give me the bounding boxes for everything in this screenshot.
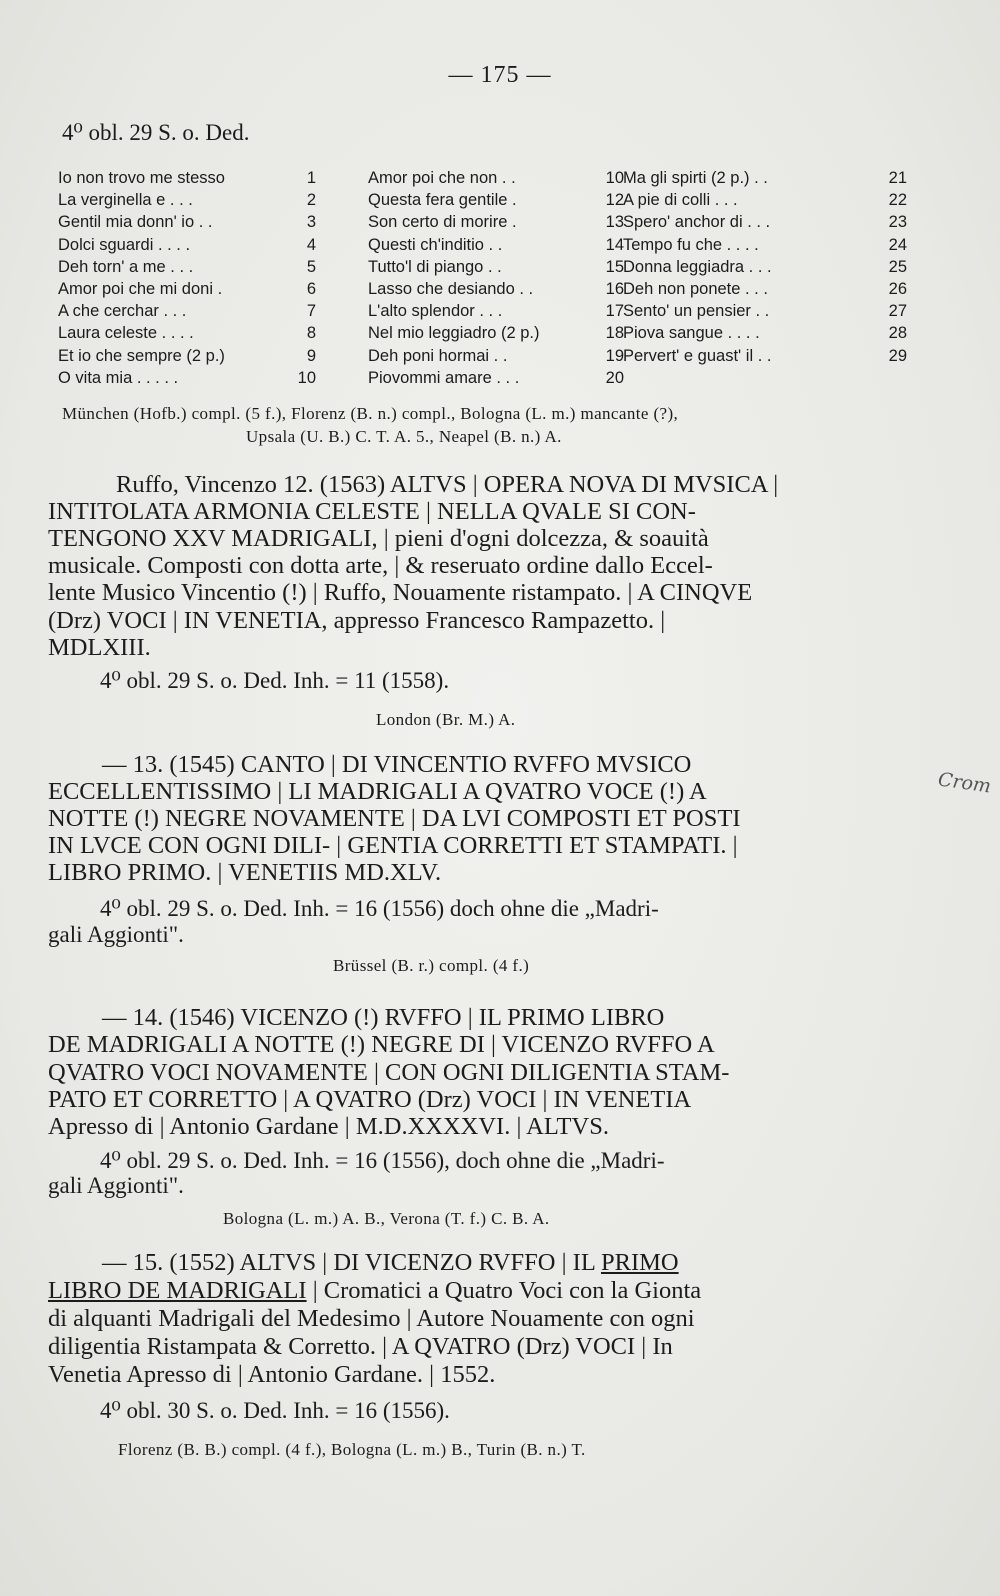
madrigal-title: Sento' un pensier . . [623, 302, 770, 321]
madrigal-title: L'alto splendor . . . [368, 302, 503, 321]
contents-row [368, 234, 624, 256]
madrigal-title: A pie di colli . . . [623, 191, 738, 210]
entry-line: lente Musico Vincentio (!) | Ruffo, Nouamente ristampato. | A CINQVE [48, 579, 753, 606]
format-line: 4⁰ obl. 30 S. o. Ded. Inh. = 16 (1556). [100, 1398, 450, 1423]
madrigal-number: 8 [306, 324, 316, 343]
madrigal-title: Laura celeste . . . . [58, 324, 194, 343]
contents-row [58, 278, 316, 300]
madrigal-title: Tutto'l di piango . . [368, 257, 502, 276]
contents-row [58, 211, 316, 233]
contents-row [58, 345, 316, 367]
madrigal-number: 14 [605, 235, 624, 254]
library-locations: Bologna (L. m.) A. B., Verona (T. f.) C. B. A. [223, 1209, 550, 1228]
contents-row [623, 211, 907, 233]
entry-line: IN LVCE CON OGNI DILI- | GENTIA CORRETTI ET STAMPATI. | [48, 832, 738, 859]
madrigal-number: 26 [888, 279, 907, 298]
madrigal-title: Questa fera gentile . [368, 191, 517, 210]
madrigal-title: Ma gli spirti (2 p.) . . [623, 169, 768, 187]
madrigal-number: 1 [306, 169, 316, 187]
handwritten-margin-note: Crom [936, 768, 993, 798]
contents-row [368, 367, 624, 389]
madrigal-title: Piova sangue . . . . [623, 324, 760, 343]
entry-line: MDLXIII. [48, 634, 151, 661]
entry-line: PATO ET CORRETTO | A QVATRO (Drz) VOCI | IN VENETIA [48, 1086, 692, 1113]
contents-row [623, 322, 907, 344]
contents-row [58, 234, 316, 256]
contents-row [368, 211, 624, 233]
madrigal-title: Tempo fu che . . . . [623, 235, 759, 254]
library-locations: Brüssel (B. r.) compl. (4 f.) [333, 956, 530, 975]
underlined-text: PRIMO [601, 1249, 679, 1276]
madrigal-number: 19 [605, 346, 624, 365]
entry-line: Venetia Apresso di | Antonio Gardane. | 1552. [48, 1361, 496, 1388]
madrigal-title: Questi ch'inditio . . [368, 235, 503, 254]
library-locations: München (Hofb.) compl. (5 f.), Florenz (B. n.) compl., Bologna (L. m.) mancante (?), [62, 404, 679, 423]
format-line: 4⁰ obl. 29 S. o. Ded. Inh. = 11 (1558). [100, 668, 450, 693]
madrigal-number: 28 [888, 324, 907, 343]
contents-row [368, 256, 624, 278]
madrigal-title: Deh poni hormai . . [368, 346, 508, 365]
madrigal-title: Nel mio leggiadro (2 p.) [368, 324, 540, 343]
madrigal-number: 9 [306, 346, 316, 365]
madrigal-number: 24 [888, 235, 907, 254]
contents-row [368, 300, 624, 322]
entry-line: di alquanti Madrigali del Medesimo | Autore Nouamente con ogni [48, 1305, 695, 1332]
madrigal-number: 22 [888, 191, 907, 210]
entry-line: Apresso di | Antonio Gardane | M.D.XXXXVI. | ALTVS. [48, 1113, 609, 1140]
entry-line: — 13. (1545) CANTO | DI VINCENTIO RVFFO MVSICO [102, 751, 692, 778]
entry-text: — 15. (1552) ALTVS | DI VICENZO RVFFO | IL [102, 1249, 601, 1276]
format-line: 4⁰ obl. 29 S. o. Ded. [62, 120, 250, 145]
madrigal-number: 25 [888, 257, 907, 276]
format-line: gali Aggionti". [48, 922, 184, 947]
madrigal-number: 17 [605, 302, 624, 321]
contents-row [58, 167, 316, 189]
madrigal-number: 20 [605, 368, 624, 387]
madrigal-number: 10 [605, 169, 624, 187]
madrigal-title: Donna leggiadra . . . [623, 257, 772, 276]
madrigal-number: 15 [605, 257, 624, 276]
madrigal-title: O vita mia . . . . . [58, 368, 179, 387]
contents-row [623, 167, 907, 189]
madrigal-title: Spero' anchor di . . . [623, 213, 771, 232]
madrigal-title: Amor poi che mi doni . [58, 279, 223, 298]
contents-row [368, 345, 624, 367]
entry-line: diligentia Ristampata & Corretto. | A QVATRO (Drz) VOCI | In [48, 1333, 673, 1360]
entry-line [48, 1276, 701, 1305]
contents-row [368, 189, 624, 211]
entry-line: DE MADRIGALI A NOTTE (!) NEGRE DI | VICENZO RVFFO A [48, 1031, 715, 1058]
contents-row [58, 256, 316, 278]
madrigal-title: Io non trovo me stesso [58, 169, 225, 187]
format-line: 4⁰ obl. 29 S. o. Ded. Inh. = 16 (1556) doch ohne die „Madri- [100, 896, 659, 921]
madrigal-number: 18 [605, 324, 624, 343]
contents-row [368, 322, 624, 344]
madrigal-number: 13 [605, 213, 624, 232]
format-line: 4⁰ obl. 29 S. o. Ded. Inh. = 16 (1556), doch ohne die „Madri- [100, 1148, 665, 1173]
library-locations: Upsala (U. B.) C. T. A. 5., Neapel (B. n.) A. [246, 427, 562, 446]
contents-row [58, 322, 316, 344]
madrigal-title: La verginella e . . . [58, 191, 193, 210]
entry-line: INTITOLATA ARMONIA CELESTE | NELLA QVALE SI CON- [48, 498, 696, 525]
entry-line: Ruffo, Vincenzo 12. (1563) ALTVS | OPERA NOVA DI MVSICA | [116, 471, 779, 498]
madrigal-number: 7 [306, 302, 316, 321]
contents-row [58, 300, 316, 322]
format-line: gali Aggionti". [48, 1173, 184, 1198]
madrigal-title: Dolci sguardi . . . . [58, 235, 191, 254]
madrigal-title: Amor poi che non . . [368, 169, 516, 187]
madrigal-title: Deh non ponete . . . [623, 279, 768, 298]
contents-column-3 [623, 167, 907, 367]
madrigal-title: Gentil mia donn' io . . [58, 213, 213, 232]
contents-row [368, 167, 624, 189]
madrigal-number: 5 [306, 257, 316, 276]
madrigal-title: Pervert' e guast' il . . [623, 346, 772, 365]
madrigal-title: Piovommi amare . . . [368, 368, 520, 387]
contents-row [623, 256, 907, 278]
entry-line [102, 1248, 679, 1277]
madrigal-number: 16 [605, 279, 624, 298]
madrigal-number: 21 [888, 169, 907, 187]
contents-row [623, 234, 907, 256]
page-number: — 175 — [448, 62, 552, 88]
madrigal-number: 6 [306, 279, 316, 298]
madrigal-title: A che cerchar . . . [58, 302, 187, 321]
entry-line: — 14. (1546) VICENZO (!) RVFFO | IL PRIMO LIBRO [102, 1004, 665, 1031]
contents-row [623, 345, 907, 367]
contents-row [58, 367, 316, 389]
entry-line: NOTTE (!) NEGRE NOVAMENTE | DA LVI COMPOSTI ET POSTI [48, 805, 741, 832]
entry-line: LIBRO PRIMO. | VENETIIS MD.XLV. [48, 859, 442, 886]
contents-row [623, 189, 907, 211]
contents-row [368, 278, 624, 300]
library-locations: London (Br. M.) A. [376, 710, 516, 729]
library-locations: Florenz (B. B.) compl. (4 f.), Bologna (L. m.) B., Turin (B. n.) T. [118, 1440, 586, 1459]
madrigal-number: 2 [306, 191, 316, 210]
madrigal-number: 4 [306, 235, 316, 254]
madrigal-number: 3 [306, 213, 316, 232]
contents-row [58, 189, 316, 211]
entry-line: QVATRO VOCI NOVAMENTE | CON OGNI DILIGENTIA STAM- [48, 1059, 730, 1086]
contents-column-2 [368, 167, 624, 389]
entry-line: TENGONO XXV MADRIGALI, | pieni d'ogni dolcezza, & soauità [48, 525, 709, 552]
entry-text: | Cromatici a Quatro Voci con la Gionta [306, 1277, 702, 1304]
underlined-text: LIBRO DE MADRIGALI [48, 1277, 307, 1304]
madrigal-title: Lasso che desiando . . [368, 279, 534, 298]
contents-row [623, 300, 907, 322]
entry-line: (Drz) VOCI | IN VENETIA, appresso Francesco Rampazetto. | [48, 607, 666, 634]
entry-line: musicale. Composti con dotta arte, | & reseruato ordine dallo Eccel- [48, 552, 713, 579]
contents-column-1 [58, 167, 316, 389]
madrigal-title: Son certo di morire . [368, 213, 517, 232]
madrigal-number: 27 [888, 302, 907, 321]
madrigal-number: 12 [605, 191, 624, 210]
madrigal-title: Deh torn' a me . . . [58, 257, 194, 276]
madrigal-number: 10 [297, 368, 316, 387]
contents-row [623, 278, 907, 300]
madrigal-title: Et io che sempre (2 p.) [58, 346, 225, 365]
entry-line: ECCELLENTISSIMO | LI MADRIGALI A QVATRO VOCE (!) A [48, 778, 707, 805]
madrigal-number: 29 [888, 346, 907, 365]
madrigal-number: 23 [888, 213, 907, 232]
